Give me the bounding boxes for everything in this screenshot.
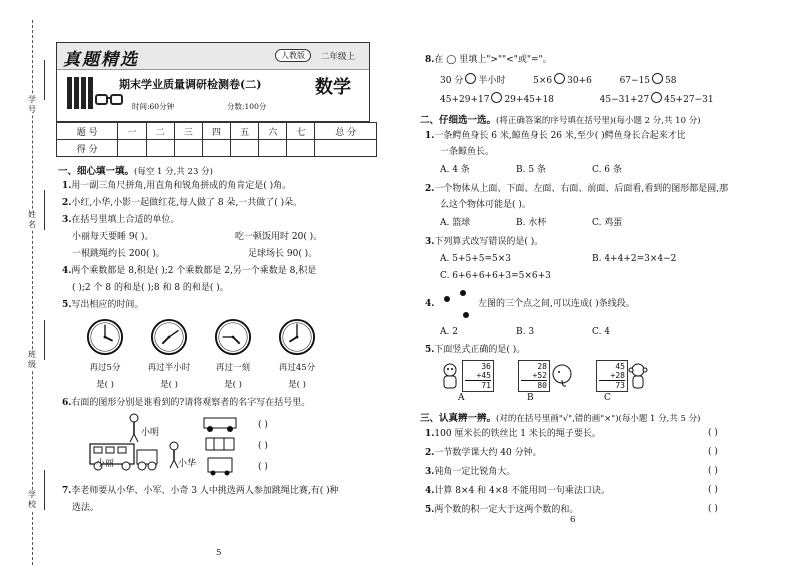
option[interactable]: B. 5 条 bbox=[516, 165, 546, 175]
choice-question-2 bbox=[425, 183, 728, 195]
question-number: 8. bbox=[425, 55, 435, 65]
question-5 bbox=[62, 299, 143, 311]
dog-icon bbox=[440, 362, 460, 390]
question-number: 5. bbox=[425, 505, 435, 515]
clock-icon bbox=[150, 318, 188, 356]
calc-result: 73 bbox=[599, 380, 625, 390]
question-2 bbox=[62, 197, 302, 209]
question-4 bbox=[62, 265, 316, 277]
question-3a: 小丽每天要睡 9( )。 bbox=[72, 232, 154, 242]
question-text: 钝角一定比锐角大。 bbox=[434, 467, 516, 477]
question-cont: 一条鲸鱼长。 bbox=[440, 147, 495, 157]
score-table bbox=[56, 122, 377, 157]
section-1-header bbox=[58, 163, 213, 177]
clock-icon bbox=[278, 318, 316, 356]
choice-question-3 bbox=[425, 236, 543, 248]
clock-caption: 再过5分 bbox=[89, 363, 121, 373]
question-text: 两个乘数都是 8,积是( );2 个乘数都是 2,另一个乘数是 8,积是 bbox=[71, 266, 317, 276]
question-number: 1. bbox=[425, 429, 435, 439]
judge-paren[interactable]: ( ) bbox=[708, 485, 718, 495]
section-3-header bbox=[420, 410, 701, 424]
compare-expr: 30 分 bbox=[440, 76, 464, 86]
fill-line bbox=[44, 320, 45, 360]
observer-name: 小明 bbox=[141, 428, 160, 438]
table-cell: 七 bbox=[287, 123, 315, 140]
question-4-cont: ( );2 个 8 的和是( );8 和 8 的和是( )。 bbox=[72, 283, 229, 293]
total-score: 分数:100分 bbox=[227, 102, 267, 111]
vertical-calc bbox=[462, 360, 494, 392]
compare-expr: 45+29+17 bbox=[440, 95, 490, 105]
calc-line: +45 bbox=[476, 371, 491, 380]
question-text: 李老师要从小华、小军、小奇 3 人中挑选两人参加跳绳比赛,有( )种 bbox=[71, 486, 339, 496]
table-cell: 二 bbox=[146, 123, 174, 140]
question-cont: 么这个物体可能是( )。 bbox=[440, 200, 531, 210]
side-label-name: 姓名 bbox=[28, 210, 36, 229]
compare-circle[interactable] bbox=[465, 73, 476, 84]
option[interactable]: A. 5+5+5=5×3 bbox=[440, 254, 512, 264]
table-cell: 得 分 bbox=[57, 140, 118, 157]
clock-caption: 再过一刻 bbox=[215, 363, 250, 373]
score-field[interactable] bbox=[202, 140, 230, 157]
judge-paren[interactable]: ( ) bbox=[708, 428, 718, 438]
answer-paren: ( ) bbox=[258, 462, 268, 472]
question-text: 右面的图形分别是谁看到的?请将观察者的名字写在括号里。 bbox=[71, 398, 311, 408]
question-number: 3. bbox=[62, 215, 72, 225]
grade-label: 二年级上 bbox=[321, 52, 356, 62]
question-text: 小红,小华,小影一起做红花,每人做了 8 朵,一共做了( )朵。 bbox=[71, 198, 303, 208]
judge-paren[interactable]: ( ) bbox=[708, 447, 718, 457]
question-number: 2. bbox=[425, 184, 435, 194]
score-field[interactable] bbox=[146, 140, 174, 157]
question-number: 5. bbox=[62, 300, 72, 310]
clock-caption: 再过45分 bbox=[278, 363, 316, 373]
question-1 bbox=[62, 180, 291, 192]
question-number: 2. bbox=[62, 198, 72, 208]
question-3d: 足球场长 90( )。 bbox=[248, 249, 318, 259]
clock-icon bbox=[214, 318, 252, 356]
table-row bbox=[57, 140, 377, 157]
option[interactable]: B. 水杯 bbox=[516, 218, 547, 228]
observer-name: 小丽 bbox=[96, 459, 115, 469]
book-icon bbox=[65, 73, 95, 113]
option[interactable]: A. 2 bbox=[440, 327, 458, 337]
option[interactable]: B. 4+4+2=3×4−2 bbox=[592, 254, 677, 264]
option[interactable]: B. 3 bbox=[516, 327, 535, 337]
judge-item bbox=[425, 466, 515, 478]
page-number: 5 bbox=[216, 548, 222, 558]
compare-expr: 半小时 bbox=[478, 76, 506, 86]
calc-line: 36 bbox=[481, 362, 491, 371]
calc-line: +52 bbox=[532, 371, 547, 380]
compare-circle[interactable] bbox=[651, 92, 662, 103]
score-field[interactable] bbox=[118, 140, 146, 157]
score-field[interactable] bbox=[287, 140, 315, 157]
question-number: 5. bbox=[425, 345, 435, 355]
option[interactable]: C. 4 bbox=[592, 327, 611, 337]
judge-paren[interactable]: ( ) bbox=[708, 466, 718, 476]
compare-row-1 bbox=[440, 73, 780, 87]
calc-label: C bbox=[604, 393, 611, 403]
score-field[interactable] bbox=[231, 140, 259, 157]
exam-title: 期末学业质量调研检测卷(二) bbox=[119, 78, 262, 91]
question-6 bbox=[62, 397, 310, 409]
vertical-calc bbox=[596, 360, 628, 392]
point-dot bbox=[463, 312, 469, 318]
compare-expr: 67−15 bbox=[619, 76, 651, 86]
question-3b: 吃一顿饭用时 20( )。 bbox=[235, 232, 323, 242]
question-8 bbox=[425, 54, 552, 66]
table-row bbox=[57, 123, 377, 140]
elephant-icon bbox=[550, 362, 574, 388]
time-limit: 时间:60分钟 bbox=[132, 102, 175, 111]
question-7-cont: 选法。 bbox=[72, 503, 100, 513]
table-cell: 一 bbox=[118, 123, 146, 140]
compare-circle[interactable] bbox=[554, 73, 565, 84]
question-7 bbox=[62, 485, 339, 497]
calc-line: +28 bbox=[610, 371, 625, 380]
page-number: 6 bbox=[570, 515, 576, 525]
banner-header bbox=[57, 43, 369, 70]
question-number: 2. bbox=[425, 448, 435, 458]
score-field[interactable] bbox=[259, 140, 287, 157]
question-text: 100 厘米长的铁丝比 1 米长的绳子要长。 bbox=[434, 429, 601, 439]
score-field[interactable] bbox=[315, 140, 377, 157]
table-cell: 总 分 bbox=[315, 123, 377, 140]
question-text: 下面竖式正确的是( )。 bbox=[434, 345, 526, 355]
judge-item bbox=[425, 504, 578, 516]
edition-badge: 人教版 bbox=[275, 49, 311, 62]
point-dot bbox=[444, 296, 450, 302]
section-title: 一、细心填一填。 bbox=[58, 166, 135, 177]
judge-paren[interactable]: ( ) bbox=[708, 504, 718, 514]
vertical-calc bbox=[518, 360, 550, 392]
clock-answer: 是( ) bbox=[96, 380, 114, 390]
view-images bbox=[200, 414, 240, 476]
fill-line bbox=[44, 470, 45, 510]
judge-item bbox=[425, 428, 601, 440]
table-cell: 六 bbox=[259, 123, 287, 140]
question-number: 1. bbox=[425, 131, 435, 141]
section-note: (将正确答案的序号填在括号里)(每小题 2 分,共 10 分) bbox=[496, 116, 701, 126]
question-text: 一条鳄鱼身长 6 米,鲸鱼身长 26 米,至少( )鳄鱼身长合起来才比 bbox=[434, 131, 686, 141]
compare-expr: 5×6 bbox=[533, 76, 553, 86]
compare-circle[interactable] bbox=[491, 92, 502, 103]
compare-expr: 29+45+18 bbox=[504, 95, 554, 105]
section-note: (对的在括号里画"√",错的画"×")(每小题 1 分,共 5 分) bbox=[496, 414, 701, 424]
option[interactable]: C. 6 条 bbox=[592, 165, 622, 175]
compare-expr: 58 bbox=[665, 76, 677, 86]
question-3 bbox=[62, 214, 179, 226]
option[interactable]: A. 篮球 bbox=[440, 218, 471, 228]
section-title: 二、仔细选一选。 bbox=[420, 115, 497, 126]
question-text: 下列算式改写错误的是( )。 bbox=[434, 237, 544, 247]
question-text: 在括号里填上合适的单位。 bbox=[71, 215, 180, 225]
judge-item bbox=[425, 485, 610, 497]
fill-line bbox=[44, 60, 45, 100]
question-number: 6. bbox=[62, 398, 72, 408]
table-cell: 四 bbox=[202, 123, 230, 140]
calc-label: B bbox=[527, 393, 534, 403]
compare-expr: 30+6 bbox=[567, 76, 592, 86]
question-text: 一个物体从上面、下面、左面、右面、前面、后面看,看到的图形都是圆,那 bbox=[434, 184, 729, 194]
question-text: 写出相应的时间。 bbox=[71, 300, 144, 310]
question-3c: 一根跳绳约长 200( )。 bbox=[72, 249, 165, 259]
clock-answer: 是( ) bbox=[288, 380, 306, 390]
compare-row-2 bbox=[440, 92, 780, 106]
side-label-school: 学校 bbox=[28, 490, 36, 509]
binding-margin bbox=[0, 0, 52, 583]
calc-line: 45 bbox=[615, 362, 625, 371]
fill-line bbox=[44, 190, 45, 230]
compare-expr: 45+27−31 bbox=[664, 95, 714, 105]
question-text: 左图的三个点之间,可以连成( )条线段。 bbox=[478, 299, 635, 309]
question-number: 1. bbox=[62, 181, 72, 191]
section-2-header bbox=[420, 112, 701, 126]
option[interactable]: A. 4 条 bbox=[440, 165, 470, 175]
calc-label: A bbox=[458, 393, 465, 403]
judge-item bbox=[425, 447, 542, 459]
question-number: 3. bbox=[425, 467, 435, 477]
question-text: 计算 8×4 和 4×8 不能用同一句乘法口诀。 bbox=[434, 486, 610, 496]
question-number: 4. bbox=[425, 486, 435, 496]
brand-title: 真题精选 bbox=[63, 50, 139, 70]
question-text: 一节数学课大约 40 分钟。 bbox=[434, 448, 542, 458]
point-dot bbox=[460, 290, 466, 296]
glasses-icon bbox=[95, 93, 123, 107]
exam-banner bbox=[56, 42, 370, 122]
calc-line: 28 bbox=[537, 362, 547, 371]
question-number: 4. bbox=[425, 299, 435, 309]
score-field[interactable] bbox=[174, 140, 202, 157]
side-label-student-id: 学号 bbox=[28, 95, 36, 114]
question-number: 3. bbox=[425, 237, 435, 247]
choice-question-1 bbox=[425, 130, 686, 142]
calc-result: 80 bbox=[521, 380, 547, 390]
answer-paren: ( ) bbox=[258, 441, 268, 451]
choice-question-5 bbox=[425, 344, 525, 356]
section-title: 三、认真辨一辨。 bbox=[420, 413, 497, 424]
clock-answer: 是( ) bbox=[224, 380, 242, 390]
observer-name: 小华 bbox=[178, 459, 197, 469]
clock-answer: 是( ) bbox=[160, 380, 178, 390]
question-text: 用一副三角尺拼角,用直角和锐角拼成的角肯定是( )角。 bbox=[71, 181, 292, 191]
monkey-icon bbox=[628, 362, 648, 390]
question-number: 4. bbox=[62, 266, 72, 276]
subject-title: 数学 bbox=[315, 77, 351, 98]
section-note: (每空 1 分,共 23 分) bbox=[134, 167, 213, 177]
option[interactable]: C. 6+6+6+6+3=5×6+3 bbox=[440, 271, 551, 281]
table-cell: 三 bbox=[174, 123, 202, 140]
calc-result: 71 bbox=[465, 380, 491, 390]
question-number: 7. bbox=[62, 486, 72, 496]
option[interactable]: C. 鸡蛋 bbox=[592, 218, 623, 228]
table-cell: 五 bbox=[231, 123, 259, 140]
side-label-class: 班级 bbox=[28, 350, 36, 369]
table-cell: 题 号 bbox=[57, 123, 118, 140]
answer-paren: ( ) bbox=[258, 420, 268, 430]
clock-caption: 再过半小时 bbox=[147, 363, 191, 373]
clock-icon bbox=[86, 318, 124, 356]
question-text: 在 ◯ 里填上">""<"或"="。 bbox=[434, 55, 552, 65]
compare-circle[interactable] bbox=[652, 73, 663, 84]
question-text: 两个数的积一定大于这两个数的和。 bbox=[434, 505, 579, 515]
compare-expr: 45−31+27 bbox=[599, 95, 650, 105]
